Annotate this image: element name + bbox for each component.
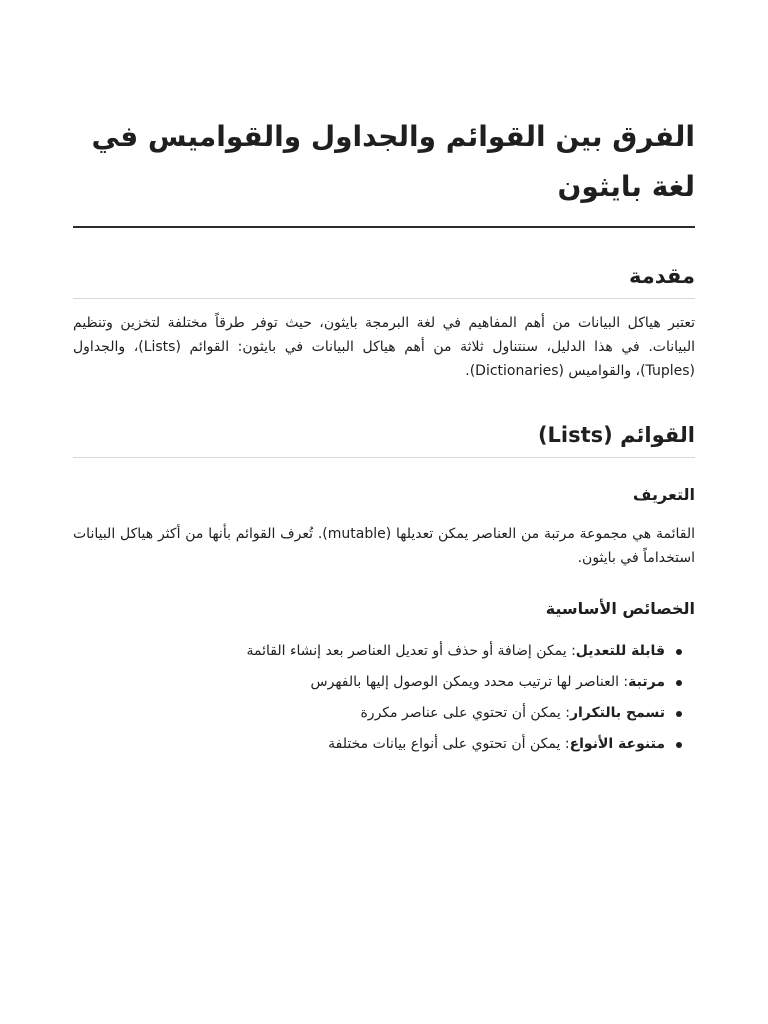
definition-paragraph: القائمة هي مجموعة مرتبة من العناصر يمكن تعديلها (mutable). تُعرف القوائم بأنها من أكثر هياكل البيانات استخداماً في بايثون. [73, 526, 695, 566]
list-item [73, 667, 665, 698]
bullet-icon [676, 680, 682, 686]
bullet-icon [676, 649, 682, 655]
property-term: تسمح بالتكرار [569, 705, 665, 721]
properties-list [73, 636, 695, 760]
intro-heading: مقدمة [73, 260, 695, 299]
bullet-icon [676, 742, 682, 748]
property-term: متنوعة الأنواع [569, 736, 665, 752]
list-item [73, 636, 665, 667]
list-item [73, 698, 665, 729]
property-text: : يمكن إضافة أو حذف أو تعديل العناصر بعد إنشاء القائمة [246, 643, 576, 659]
property-text: : العناصر لها ترتيب محدد ويمكن الوصول إليها بالفهرس [310, 674, 629, 690]
document-page [73, 0, 695, 760]
property-text: : يمكن أن تحتوي على عناصر مكررة [360, 705, 570, 721]
property-term: قابلة للتعديل [575, 643, 665, 659]
property-term: مرتبة [628, 674, 665, 690]
property-text: : يمكن أن تحتوي على أنواع بيانات مختلفة [328, 736, 570, 752]
properties-heading: الخصائص الأساسية [545, 599, 695, 618]
page-title: الفرق بين القوائم والجداول والقواميس في لغة بايثون [73, 112, 695, 228]
lists-heading: القوائم (Lists) [73, 419, 695, 458]
list-item [73, 729, 665, 760]
intro-paragraph: تعتبر هياكل البيانات من أهم المفاهيم في لغة البرمجة بايثون، حيث توفر طرقاً مختلفة لتخزين وتنظيم البيانات. في هذا الدليل، سنتناول ثلاثة من أهم هياكل البيانات في بايثون: القوائم (Lists)، والجداول (Tuples)، والقواميس (Dictionaries). [73, 315, 695, 379]
definition-heading: التعريف [632, 485, 695, 504]
bullet-icon [676, 711, 682, 717]
